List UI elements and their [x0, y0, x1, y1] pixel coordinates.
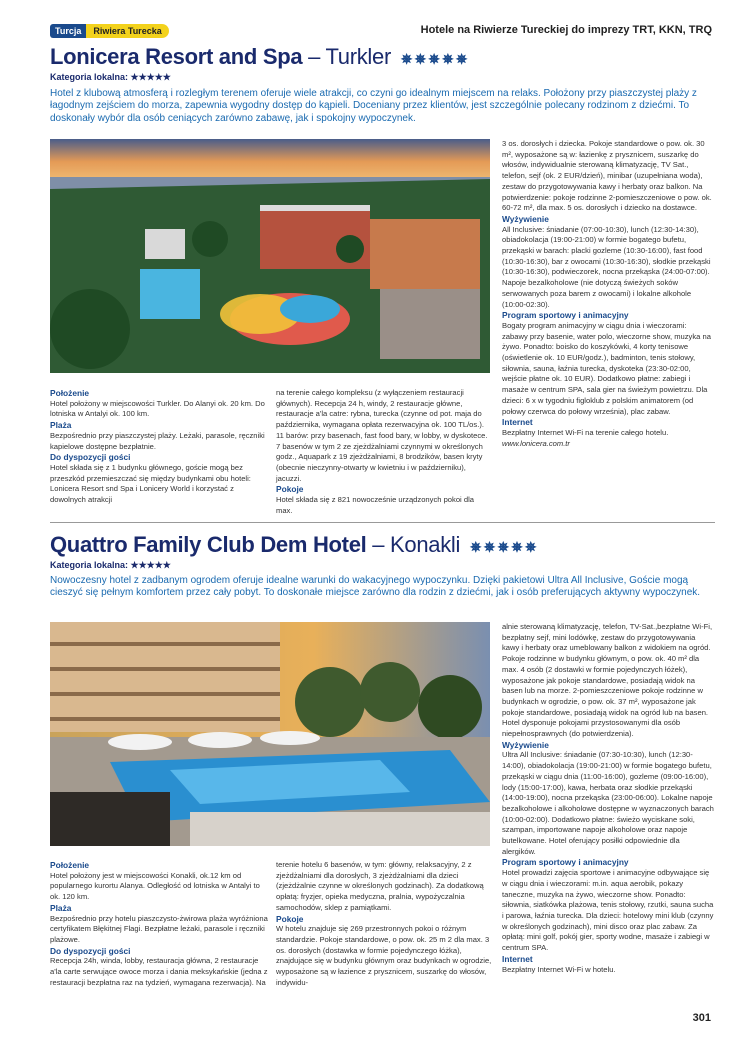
- hotel1-intro: Hotel z klubową atmosferą i rozległym terenem oferuje wiele atrakcji, co czyni go idealnym miejscem na relaks. Położony przy piaszczystej plaży z łagodnym zejściem do morza, zapewnia wygodny dostęp do kąpieli. Doceniany przez klientów, jest szczególnie polecany rodzinom z dziećmi. To doskonały wybór dla osób ceniących zarówno zabawę, jak i spokojny wypoczynek.: [50, 88, 697, 124]
- hotel2-rooms-heading: Pokoje: [276, 913, 304, 924]
- hotel2-internet-text: Bezpłatny Internet Wi-Fi w hotelu.: [502, 964, 616, 974]
- hotel2-location-heading: Położenie: [50, 860, 90, 870]
- hotel2-board-heading: Wyżywienie: [502, 739, 549, 750]
- hotel-pool-image: [50, 622, 490, 846]
- hotel1-location-heading: Położenie: [50, 388, 90, 398]
- hotel1-internet-text: Bezpłatny Internet Wi-Fi na terenie całego hotelu.: [502, 427, 669, 437]
- resort-aquapark-image: [50, 139, 490, 373]
- hotel1-website-link[interactable]: www.lonicera.com.tr: [502, 438, 570, 448]
- hotel2-location-text: Hotel położony jest w miejscowości Konakli, ok.12 km od popularnego kurortu Alanya. Odległość od lotniska w Antalyi to ok. 120 km.: [50, 870, 260, 902]
- hotel2-beach-heading: Plaża: [50, 902, 72, 913]
- hotel1-board-heading: Wyżywienie: [502, 213, 549, 224]
- hotel1-title: [50, 44, 469, 70]
- hotel1-column-3: [502, 139, 714, 449]
- region-tags: [50, 24, 169, 38]
- hotel2-column-3: [502, 622, 714, 975]
- tag-country: Turcja: [50, 24, 86, 38]
- hotel1-rooms-cont: 3 os. dorosłych i dziecka. Pokoje standardowe o pow. ok. 30 m², wyposażone są w: łazienkę z prysznicem, suszarkę do włosów, indywidualnie sterowaną klimatyzację, TV Sat., telefon, sejf (ok. 2 EUR/dzień), minibar (uzupełniana woda), zestaw do przygotowywania kawy i herbaty oraz balkon. Na potwierdzenie: pokoje rodzinne 2-pomieszczeniowe o pow. ok. 60-72 m², dla max. 5 os. dorosłych i dziecko na dostawce.: [502, 139, 712, 213]
- hotel2-name: Quattro Family Club Dem Hotel: [50, 532, 367, 557]
- hotel1-rooms-heading: Pokoje: [276, 484, 304, 495]
- hotel2-beach-text: Bezpośrednio przy hotelu piaszczysto-żwirowa plaża wyróżniona certyfikatem Błękitnej Flagi. Bezpłatne leżaki, parasole i ręczniki plażowe.: [50, 913, 268, 944]
- hotel2-column-2: [276, 860, 492, 988]
- tag-region: Riwiera Turecka: [86, 24, 168, 38]
- hotel1-stars: ✵✵✵✵✵: [400, 51, 470, 67]
- hotel2-title: [50, 532, 539, 558]
- hotel2-facilities-heading: Do dyspozycji gości: [50, 945, 131, 956]
- hotel2-board-text: Ultra All Inclusive: śniadanie (07:30-10:30), lunch (12:30-14:00), obiadokolacja (19:00-21:00) w formie bogatego bufetu, przekąski w ciągu dnia (11:00-16:00), gozleme (09:00-16:00), lody (15:00-17:00), kawa, herbata oraz słodkie przekąski (14:00-19:00), nocna przekąska (23:00-06:00). Lokalne napoje bezalkoholowe i alkoholowe dostępne w wyznaczonych barach (10:00-02:00). Dodatkowo płatne: świeżo wyciskane soki, szampan, importowane napoje alkoholowe oraz napoje butelkowane. Hotel oferujący posiłki odpowiednie dla alergików.: [502, 750, 714, 856]
- hotel2-program-heading: Program sportowy i animacyjny: [502, 857, 629, 868]
- hotel2-column-1: [50, 860, 268, 988]
- hotel1-location: – Turkler: [308, 44, 391, 69]
- hotel2-program-text: Hotel prowadzi zajęcia sportowe i animacyjne odbywające się w ciągu dnia i wieczorami: m.in. aqua aerobik, pokazy taneczne, muzyka na żywo, wieczorne show. Ponadto: siłownia, siatkówka plażowa, tenis stołowy, rzutki, sauna sucha i parowa, łaźnia turecka. Dla dzieci: hotelowy mini klub (czynny w określonych godzinach), mini disco oraz plac zabaw. Za opłatą: mini golf, pokój gier, sporty wodne, masaże i zabiegi w centrum SPA.: [502, 868, 714, 953]
- hotel1-rooms-text: Hotel składa się z 821 nowocześnie urządzonych pokoi dla max.: [276, 495, 474, 515]
- hotel1-name: Lonicera Resort and Spa: [50, 44, 303, 69]
- hotel1-beach-text: Bezpośrednio przy piaszczystej plaży. Leżaki, parasole, ręczniki kapielowe dostępne bezpłatnie.: [50, 430, 265, 451]
- hotel2-photo: [50, 622, 490, 846]
- page-number: 301: [692, 1012, 711, 1024]
- hotel2-category: Kategoria lokalna: ★★★★★: [50, 560, 171, 570]
- hotel1-category: Kategoria lokalna: ★★★★★: [50, 72, 171, 82]
- hotel1-photo: [50, 139, 490, 373]
- hotel1-facilities-cont: na terenie całego kompleksu (z wyłączeniem restauracji głównych). Recepcja 24 h, windy, 2 restauracje główne, restauracje a'la catre: rybna, turecka (czynne od pot. maja do października, wymagana opłata rezerwacyjna ok. 100 TL/os.). 11 barów: przy basenach, fast food bary, w lobby, w dyskotece. 7 basenów w tym 2 ze zjeżdżalniami czynnymi w określonych godz., Aquapark z 19 zjeżdżalniami, 8 brodzików, basen kryty (obecnie nieczynny-otwarty w kwietniu i w październiku), jacuzzi.: [276, 388, 488, 483]
- section-divider: [50, 522, 715, 523]
- hotel1-board-text: All Inclusive: śniadanie (07:00-10:30), lunch (12:30-14:30), obiadokolacja (19:00-21:00) w formie bogatego bufetu, przekąski w barach: placki gozleme (10:30-16:00), fast food (10:30-16:30), bar z owocami (10:30-16:30), słodkie przekąski (10:30-16:30), podwieczorek, nocna przekąska (24:00-07:00). Napoje bezalkoholowe (nie dotyczą świeżych soków serwowanych poza barem z owocami) i lokalne alkohole (10:00-02:30).: [502, 224, 711, 309]
- hotel2-rooms-cont: alnie sterowaną klimatyzację, telefon, TV-Sat.,bezpłatne Wi-Fi, bezpłatny sejf, mini lodówkę, zestaw do przygotowywania kawy i herbaty oraz umeblowany balkon z widokiem na ogród. Pokoje rodzinne w budynku głównym, o pow. ok. 40 m² dla max. 4 osób (2 dostawki w formie pojedynczych łóżek), wyposażone jak pokoje standardowe, posiadają widok na basen lub na morze. 2-pomieszczeniowe pokoje rodzinne w budynkach w ogrodzie, o pow. ok. 37 m², wyposażone jak pokoje standardowe, posiadają widok na ogród lub na basen. Hotel dysponuje pokojami przystosowanymi dla osób niepełnosprawnych (do potwierdzenia).: [502, 622, 713, 739]
- hotel2-internet-heading: Internet: [502, 953, 533, 964]
- hotel2-stars: ✵✵✵✵✵: [469, 539, 539, 555]
- hotel1-program-heading: Program sportowy i animacyjny: [502, 310, 629, 321]
- hotel2-facilities-cont: terenie hotelu 6 basenów, w tym: główny, relaksacyjny, 2 z zjeżdżalniami dla dorosłych, 3 zjeżdżalniami dla dzieci (zjeżdżalnie czynne w określonych godzinach). Za dodatkową opłatą: fryzjer, opieka medyczna, pralnia, wypożyczalnia samochodów, sklep z pamiątkami.: [276, 860, 484, 912]
- hotel1-facilities-heading: Do dyspozycji gości: [50, 452, 131, 463]
- hotel2-location: – Konakli: [372, 532, 461, 557]
- hotel1-column-2: [276, 388, 492, 516]
- hotel1-location-text: Hotel położony w miejscowości Turkler. Do Alanyi ok. 20 km. Do lotniska w Antalyi ok. 100 km.: [50, 398, 265, 419]
- hotel2-facilities-text: Recepcja 24h, winda, lobby, restauracja główna, 2 restauracje a'la carte serwujące owoce morza i dania meksykańskie (jedna z restauracji bezpłatna raz na tydzień, wymagana rezerwacja). Na: [50, 956, 268, 987]
- hotel1-facilities-text: Hotel składa się z 1 budynku głównego, goście mogą bez przeszkód przemieszczać się między budynkami obu hoteli: Lonicera Resort snd Spa i Lonicery World i korzystać z dowolnych atrakcji: [50, 462, 251, 505]
- hotel1-program-text: Bogaty program animacyjny w ciągu dnia i wieczorami: zabawy przy basenie, water polo, wieczorne show, muzyka na żywo. Ponadto: boisko do koszykówki, 4 korty tenisowe (oświetlenie ok. 10 EUR/godz.), badminton, tenis stołowy, siłownia, sauna, łaźnia turecka, dyskoteka (23:30-02:00, wejście płatne ok. 10 EUR). Dodatkowo płatne: zabiegi i masaże w centrum SPA, sala gier na świeżym powietrzu. Dla dzieci: 6 x w tygodniu figloklub z polskim animatorem (od połowy czerwca do połowy września), plac zabaw.: [502, 320, 711, 416]
- hotel1-column-1: [50, 388, 268, 506]
- hotel1-beach-heading: Plaża: [50, 420, 72, 431]
- hotel2-rooms-text: W hotelu znajduje się 269 przestronnych pokoi o różnym standardzie. Pokoje standardowe, o pow. ok. 25 m 2 dla max. 3 os. dorosłych (dostawka w formie pojedynczego łóżka), znajdujące się w budynku głównym oraz budynkach w ogrodzie, wyposażone są w łazience z prysznicem, suszarkę do włosów, indywidu-: [276, 924, 492, 987]
- hotel1-internet-heading: Internet: [502, 417, 533, 428]
- hotel2-intro: Nowoczesny hotel z zadbanym ogrodem oferuje idealne warunki do wakacyjnego wypoczynku. Dzięki pakietowi Ultra All Inclusive, Goście mogą cieszyć się pełnym komfortem przez cały pobyt. To doskonałe miejsce zarówno dla rodzin z dziećmi, jak i osób preferujących aktywny wypoczynek.: [50, 575, 701, 599]
- page-header-title: Hotele na Riwierze Tureckiej do imprezy TRT, KKN, TRQ: [420, 24, 712, 36]
